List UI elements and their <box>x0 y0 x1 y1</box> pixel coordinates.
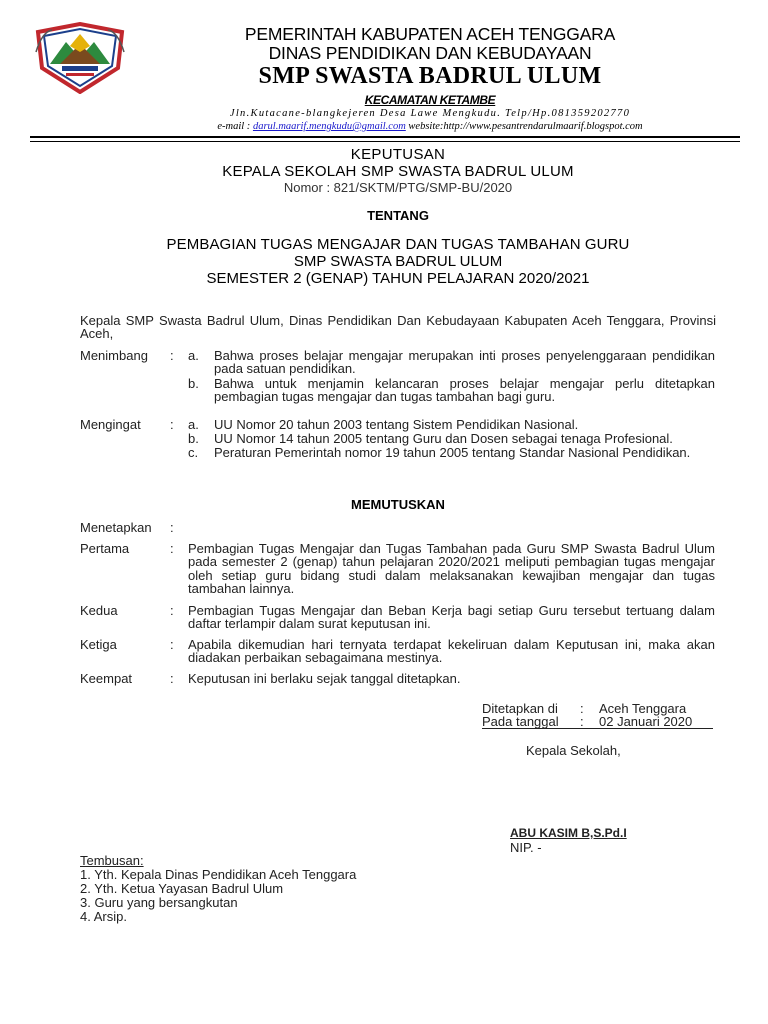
decision-text-pertama: Pembagian Tugas Mengajar dan Tugas Tambahan pada Guru SMP Swasta Badrul Ulum pada semester 2 (genap) tahun pelajaran 2020/2021 meliputi pembagian tugas mengajar oleh setiap guru bidang studi dalam melaksanakan kewajiban mengajar dan tugas tambahan lainnya. <box>188 541 715 596</box>
subject-line-2: SMP SWASTA BADRUL ULUM <box>293 253 503 270</box>
principal-nip: NIP. - <box>510 840 542 855</box>
menimbang-item-b: Bahwa untuk menjamin kelancaran proses belajar mengajar perlu ditetapkan pembagian tugas mengajar dan tugas tambahan bagi guru. <box>214 376 715 405</box>
letterhead-rule-thick <box>30 136 740 138</box>
decision-text-keempat: Keputusan ini berlaku sejak tanggal ditetapkan. <box>188 671 461 686</box>
decision-colon-kedua: : <box>170 603 174 618</box>
decision-label-ketiga: Ketiga <box>80 637 117 652</box>
about-heading: TENTANG <box>367 208 429 223</box>
header-district: KECAMATAN KETAMBE <box>364 93 496 107</box>
mengingat-marker-b: b. <box>188 431 199 446</box>
decision-colon-pertama: : <box>170 541 174 556</box>
mengingat-colon: : <box>170 417 174 432</box>
set-at-label: Ditetapkan di <box>482 701 558 716</box>
decision-label-kedua: Kedua <box>80 603 118 618</box>
mengingat-item-a: UU Nomor 20 tahun 2003 tentang Sistem Pendidikan Nasional. <box>214 417 579 432</box>
website-text: website:http://www.pesantrendarulmaarif.blogspot.com <box>408 121 643 132</box>
decision-colon-ketiga: : <box>170 637 174 652</box>
set-at-value: Aceh Tenggara <box>599 701 687 716</box>
mengingat-item-b: UU Nomor 14 tahun 2005 tentang Guru dan Dosen sebagai tenaga Profesional. <box>214 431 673 446</box>
decision-colon-menetapkan: : <box>170 520 174 535</box>
decree-issuer: KEPALA SEKOLAH SMP SWASTA BADRUL ULUM <box>222 163 574 180</box>
copies-title: Tembusan: <box>80 853 144 868</box>
mengingat-marker-a: a. <box>188 417 199 432</box>
mengingat-label: Mengingat <box>80 417 141 432</box>
decision-label-menetapkan: Menetapkan <box>80 520 152 535</box>
mengingat-marker-c: c. <box>188 445 199 460</box>
date-colon: : <box>580 714 584 729</box>
decision-colon-keempat: : <box>170 671 174 686</box>
menimbang-marker-b: b. <box>188 376 199 391</box>
decree-number: Nomor : 821/SKTM/PTG/SMP-BU/2020 <box>283 180 513 195</box>
menimbang-label: Menimbang <box>80 348 148 363</box>
subject-line-3: SEMESTER 2 (GENAP) TAHUN PELAJARAN 2020/2021 <box>206 270 590 287</box>
date-value: 02 Januari 2020 <box>599 714 693 729</box>
principal-title: Kepala Sekolah, <box>526 743 621 758</box>
copies-item-3: 3. Guru yang bersangkutan <box>80 895 238 910</box>
menimbang-item-a: Bahwa proses belajar mengajar merupakan inti proses penyelenggaraan pendidikan pada satuan pendidikan. <box>214 348 715 377</box>
date-row <box>482 714 713 729</box>
menimbang-marker-a: a. <box>188 348 199 363</box>
copies-item-1: 1. Yth. Kepala Dinas Pendidikan Aceh Tenggara <box>80 867 357 882</box>
intro-paragraph: Kepala SMP Swasta Badrul Ulum, Dinas Pendidikan Dan Kebudayaan Kabupaten Aceh Tenggara, Provinsi Aceh, <box>80 313 716 342</box>
email-label: e-mail : <box>217 121 251 132</box>
header-department: DINAS PENDIDIKAN DAN KEBUDAYAAN <box>268 43 592 63</box>
copies-item-4: 4. Arsip. <box>80 909 127 924</box>
set-at-colon: : <box>580 701 584 716</box>
letterhead-rule-thin <box>30 141 740 142</box>
decision-label-keempat: Keempat <box>80 671 133 686</box>
subject-line-1: PEMBAGIAN TUGAS MENGAJAR DAN TUGAS TAMBAHAN GURU <box>166 236 630 253</box>
decree-title: KEPUTUSAN <box>350 146 446 163</box>
decision-label-pertama: Pertama <box>80 541 130 556</box>
header-government: PEMERINTAH KABUPATEN ACEH TENGGARA <box>244 24 616 44</box>
email-link[interactable]: darul.maarif.mengkudu@gmail.com <box>252 121 406 132</box>
menimbang-colon: : <box>170 348 174 363</box>
decision-text-kedua: Pembagian Tugas Mengajar dan Beban Kerja bagi setiap Guru tersebut tertuang dalam daftar terlampir dalam surat keputusan ini. <box>188 603 715 632</box>
mengingat-item-c: Peraturan Pemerintah nomor 19 tahun 2005 tentang Standar Nasional Pendidikan. <box>214 445 691 460</box>
header-school-name: SMP SWASTA BADRUL ULUM <box>258 63 602 89</box>
regency-logo-icon <box>32 22 128 94</box>
header-contact <box>140 121 720 132</box>
date-label: Pada tanggal <box>482 714 559 729</box>
header-address: Jln.Kutacane-blangkejeren Desa Lawe Mengkudu. Telp/Hp.081359202770 <box>229 108 631 119</box>
principal-name: ABU KASIM B,S.Pd.I <box>510 826 627 840</box>
decides-heading: MEMUTUSKAN <box>351 497 445 512</box>
decision-text-ketiga: Apabila dikemudian hari ternyata terdapat kekeliruan dalam Keputusan ini, maka akan diadakan perbaikan sebagaimana mestinya. <box>188 637 715 666</box>
copies-item-2: 2. Yth. Ketua Yayasan Badrul Ulum <box>80 881 284 896</box>
